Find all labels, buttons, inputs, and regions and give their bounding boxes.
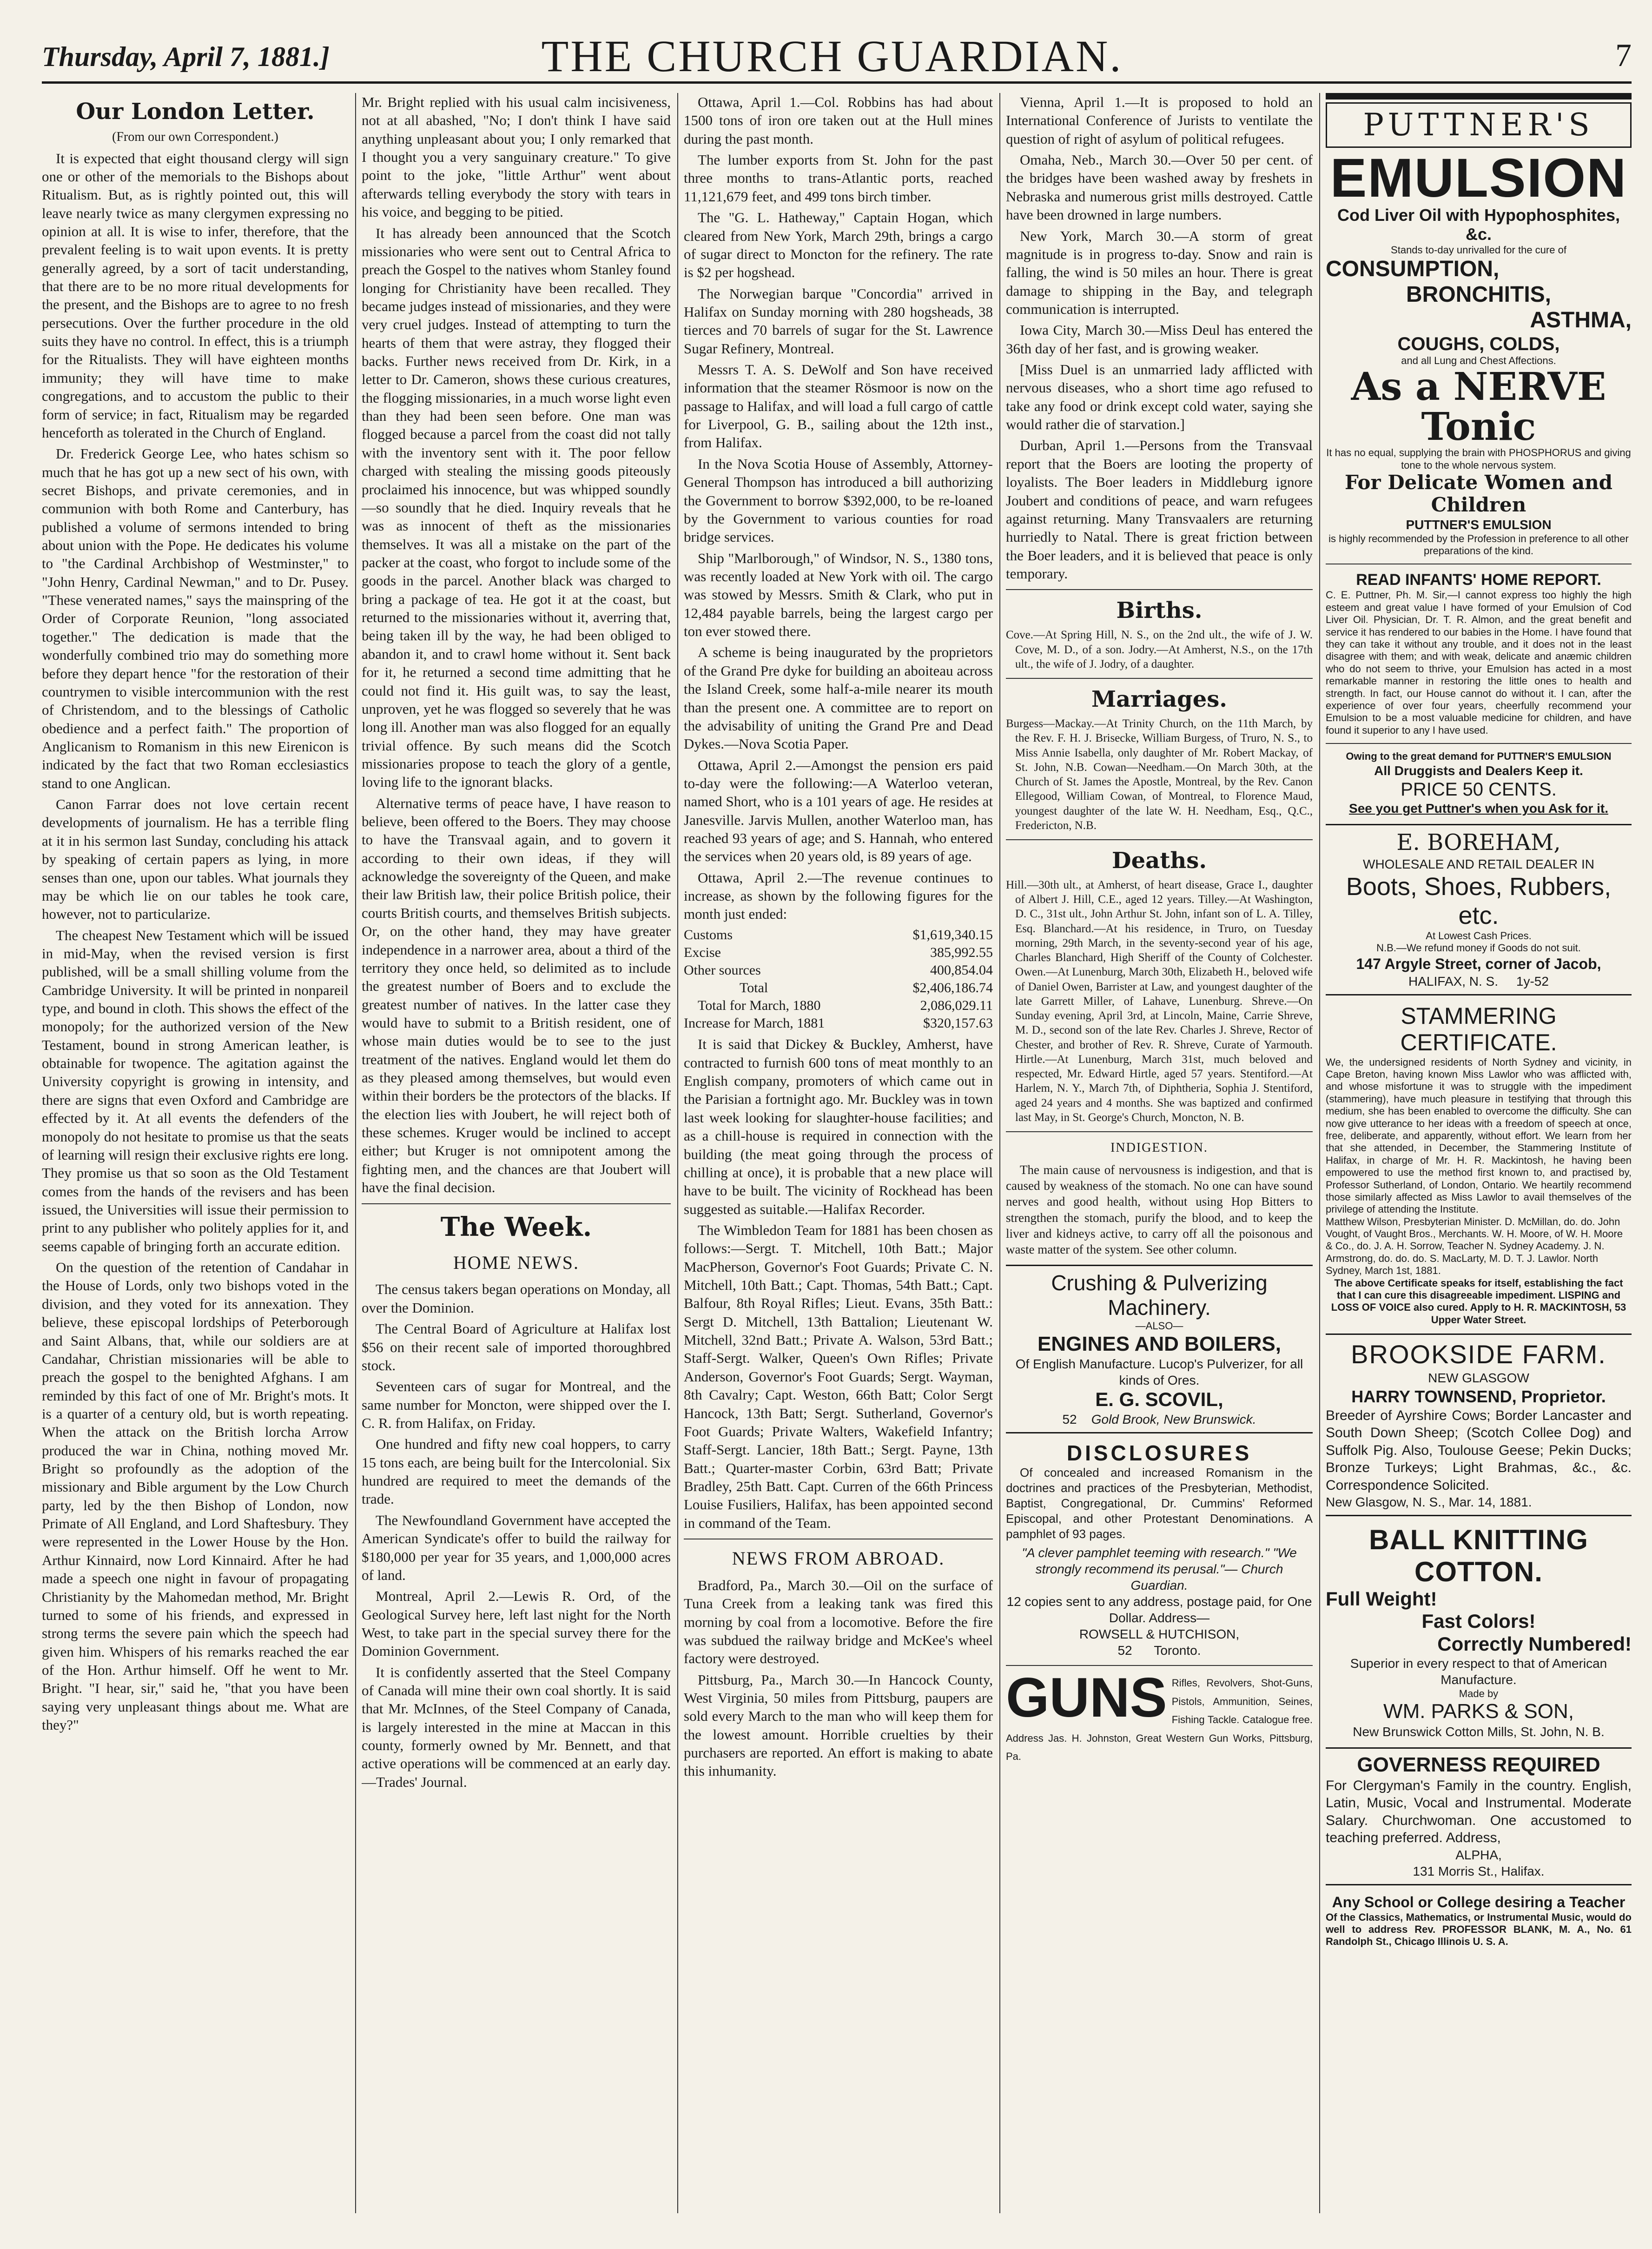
home-news-heading: HOME NEWS. <box>453 1252 580 1273</box>
section-rule <box>1006 1131 1313 1132</box>
issue-date: Thursday, April 7, 1881.] <box>42 41 330 72</box>
brookside-breeder: Breeder of Ayrshire Cows; Border Lancaster and South Down Sheep; (Scotch Collee Dog) and Suffolk Pig. Also, Toulouse Geese; Pekin Ducks; Bronze Turkeys; Light Brahmas, &c., &c. Correspondence Solicited. <box>1326 1407 1632 1493</box>
governess-title: GOVERNESS REQUIRED <box>1357 1753 1600 1776</box>
fast-colors: Fast Colors! <box>1421 1610 1536 1632</box>
table-row <box>684 962 993 979</box>
article-paragraph: It has already been announced that the Scotch missionaries who were sent out to Central Africa to preach the Gospel to the natives whom Stanley found longing for Christianity have been recalled. They became judges instead of missionaries, and they were very cruel judges. Instead of attempting to turn the hearts of them that were astray, they flogged their backs. Further news received from Dr. Kirk, in a letter to Dr. Cameron, shows these curious creatures, the flogging missionaries, in a much worse light even than they had been seen before. One man was flogged because a parcel from the coast did not tally with the inventory sent with it. The poor fellow charged with stealing the missing goods piteously proclaimed his innocence, but was whipped soundly—so soundly that he died. Inquiry reveals that he was as innocent of theft as the missionaries themselves. It was all a mistake on the part of the packer at the coast, who forgot to include some of the goods in the parcel. Another black was charged to bring a package of tea. He got it at the coast, but returned to the missionaries without it, averring that, being taken ill by the way, he had been obliged to abandon it, and to crawl home without it. Sent back for it, he returned a second time admitting that he could not find it. His guilt was, to say the least, unproven, yet he was flogged so severely that he was long ill. Another man was also flogged for an equally trivial offence. By such means did the Scotch missionaries propose to teach the glory of a gentle, loving life to the ignorant blacks. <box>362 225 671 790</box>
news-item: Ship "Marlborough," of Windsor, N. S., 1380 tons, was recently loaded at New York with oil. The cargo was stowed by Messrs. Smith & Clark, who put in 12,484 payable barrels, being the largest cargo per ton ever stowed there. <box>684 550 993 640</box>
revenue-1880-label: Total for March, 1880 <box>698 998 821 1014</box>
table-row <box>684 979 993 997</box>
newspaper-title: THE CHURCH GUARDIAN. <box>541 31 1123 81</box>
indigestion-heading: INDIGESTION. <box>1110 1141 1208 1155</box>
brookside-townsend: HARRY TOWNSEND, Proprietor. <box>1351 1387 1606 1406</box>
ad-number: 52 <box>1117 1643 1132 1658</box>
revenue-increase-value: $320,157.63 <box>923 1015 993 1031</box>
news-item: The Central Board of Agriculture at Halifax lost $56 on their recent sale of imported thoroughbred stock. <box>362 1320 671 1373</box>
ad-number: 1y-52 <box>1516 974 1549 988</box>
lung-line: and all Lung and Chest Affections. <box>1401 354 1556 366</box>
masthead-rule <box>42 81 1632 84</box>
table-row <box>684 944 993 962</box>
brookside-title: BROOKSIDE FARM. <box>1351 1340 1606 1369</box>
news-item: A scheme is being inaugurated by the proprietors of the Grand Pre dyke for building an aboiteau across the Island Creek, some half-a-mile nearer its mouth than the present one. A committee are to report on the advisability of uniting the Grand Pre and Dead Dykes.—Nova Scotia Paper. <box>684 644 993 752</box>
deaths-heading: Deaths. <box>1111 848 1207 874</box>
disclosures-quote: "A clever pamphlet teeming with research." "We strongly recommend its perusal."— Church Guardian. <box>1022 1546 1297 1593</box>
ball-knitting-title: BALL KNITTING COTTON. <box>1369 1524 1588 1588</box>
revenue-increase-label: Increase for March, 1881 <box>684 1015 825 1031</box>
column-divider <box>677 93 678 2213</box>
table-row <box>684 1015 993 1032</box>
made-by: Made by <box>1459 1687 1499 1699</box>
ad-number: 52 <box>1062 1412 1077 1426</box>
news-item: Messrs T. A. S. DeWolf and Son have received information that the steamer Rösmoor is now on the passage to Halifax, and will load a full cargo of cattle for Liverpool, G. B., sailing about the 12th inst., from Halifax. <box>684 361 993 451</box>
disclosures-location <box>1006 1642 1313 1659</box>
guns-word: GUNS <box>1006 1672 1167 1729</box>
column-2 <box>362 93 671 2232</box>
boreham-boots: Boots, Shoes, Rubbers, etc. <box>1346 872 1612 929</box>
births-notices: Cove.—At Spring Hill, N. S., on the 2nd ult., the wife of J. W. Cove, M. D., of a son. Jodry.—At Amherst, N.S., on the 17th ult., the wife of J. Jodry, of a daughter. <box>1006 629 1313 670</box>
disclosures-city: Toronto. <box>1154 1643 1201 1658</box>
scovil-city: Gold Brook, New Brunswick. <box>1091 1412 1256 1426</box>
owing-line: Owing to the great demand for PUTTNER'S EMULSION <box>1346 750 1612 763</box>
news-item: It is said that Dickey & Buckley, Amherst, have contracted to furnish 600 tons of meat monthly to an English company, promoters of which came out in the Parisian a fortnight ago. Mr. Buckley was in town last week looking for slaughter-house facilities; and as a chill-house is required in connection with the building (the meat going through the process of chilling at once), it is probable that a new place will have to be built. The vicinity of Rockhead has been suggested as suitable.—Halifax Recorder. <box>684 1036 993 1217</box>
puttner-title: PUTTNER'S <box>1326 102 1632 148</box>
revenue-total-label: Total <box>740 980 768 996</box>
news-item: Ottawa, April 2.—The revenue continues to increase, as shown by the following figures for the month just ended: <box>684 869 993 922</box>
stammering-body: We, the undersigned residents of North Sydney and vicinity, in Cape Breton, having known Miss Lawlor who was afflicted with, and whose misfortune it was to struggle with the impediment (stammering), have much pleasure in testifying that through this medium, she has been enabled to overcome the difficulty. She can now give utterance to her ideas with a freedom of speech at once, free, deliberate, and apparently, without effort. We learn from her that she attended, in December, the Stammering Institute of Halifax, in charge of Mr. H. R. Mackintosh, he having been empowered to use the method first known to, and practised by, Professor Sutherland, of London, Ontario. We heartily recommend those similarly affected as Miss Lawlor to avail themselves of the privilege of attending the Institute. <box>1326 1056 1632 1215</box>
news-item: The lumber exports from St. John for the past three months to trans-Atlantic ports, reached 11,121,679 feet, and 499 tons birch timber. <box>684 152 993 205</box>
superior-line: Superior in every respect to that of American Manufacture. <box>1350 1656 1607 1687</box>
correspondent-note: (From our own Correspondent.) <box>112 129 278 144</box>
revenue-value: 400,854.04 <box>930 962 993 978</box>
full-weight: Full Weight! <box>1326 1588 1437 1610</box>
puttner-emulsion-ad <box>1326 93 1632 816</box>
table-row <box>684 997 993 1015</box>
news-item: It is confidently asserted that the Steel Company of Canada will mine their own coal shortly. It is said that Mr. McInnes, of the Steel Company of Canada, is largely interested in the mine at Maccan in this county, formerly owned by Mr. Bennett, and that active operations will be commenced at an early day.—Trades' Journal. <box>362 1664 671 1790</box>
boreham-halifax-line <box>1326 973 1632 989</box>
nerve-sub: It has no equal, supplying the brain with PHOSPHORUS and giving tone to the whole nervous system. <box>1326 447 1631 471</box>
consumption-line: CONSUMPTION, <box>1326 256 1500 281</box>
ball-knitting-ad <box>1326 1524 1632 1740</box>
column-5 <box>1326 93 1632 2232</box>
puttner-emulsion-line: PUTTNER'S EMULSION <box>1406 517 1552 532</box>
guns-ad <box>1006 1672 1313 1764</box>
disclosures-price: 12 copies sent to any address, postage paid, for One Dollar. Address— <box>1006 1594 1312 1625</box>
ad-rule <box>1326 93 1632 100</box>
news-abroad-heading: NEWS FROM ABROAD. <box>732 1548 945 1569</box>
revenue-table <box>684 926 993 1033</box>
london-letter-heading: Our London Letter. <box>76 99 315 125</box>
section-rule <box>1006 678 1313 679</box>
news-item: Ottawa, April 2.—Amongst the pension ers paid to-day were the following:—A Waterloo veteran, named Short, who is a 101 years of age. He resides at Janesville. Jarvis Mullen, another Waterloo man, has reached 93 years of age; and S. Hannah, who entered the services when 20 years old, is 89 years of age. <box>684 756 993 865</box>
revenue-value: 385,992.55 <box>930 944 993 960</box>
births-heading: Births. <box>1116 597 1203 624</box>
teacher-ad <box>1326 1893 1632 1948</box>
news-item: Bradford, Pa., March 30.—Oil on the surface of Tuna Creek from a leaking tank was fired this morning by coal from a locomotive. Before the fire was subdued the railway bridge and McKee's wheel factory were destroyed. <box>684 1577 993 1667</box>
news-item: Iowa City, March 30.—Miss Deul has entered the 36th day of her fast, and is growing weaker. <box>1006 322 1313 357</box>
article-paragraph: Mr. Bright replied with his usual calm incisiveness, not at all abashed, "No; I don't think I have said anything unpleasant about you; I only remarked that I thought you a very sanguinary creature." To give point to the joke, "little Arthur" went about afterwards telling everybody the story with tears in his voice, and begging to be pitied. <box>362 94 671 220</box>
section-rule <box>1006 1665 1313 1666</box>
governess-address: 131 Morris St., Halifax. <box>1413 1864 1545 1878</box>
news-item: Omaha, Neb., March 30.—Over 50 per cent. of the bridges have been washed away by freshets in Nebraska and numerous grist mills destroyed. Cattle have been drowned in large numbers. <box>1006 152 1313 223</box>
article-paragraph: Alternative terms of peace have, I have reason to believe, been offered to the Boers. They may choose to have the Transvaal again, and to govern it according to their own ideas, if they will acknowledge the sovereignty of the Queen, and make their law British law, their police British police, their courts British courts, and themselves British subjects. Or, on the other hand, they may have greater independence in a narrower area, about a third of the territory they once held, so delimited as to include the greatest number of Boers and to exclude the greatest number of natives. In the latter case they would have to submit to a British resident, one of whose main duties would be to see to the just treatment of the natives. England would let them do as they pleased among themselves, but would even within their borders be the protectors of the blacks. If the election lies with Joubert, he will reject both of these schemes. Kruger would be inclined to accept either; but Kruger is not omnipotent among the fighting men, and the chances are that Joubert will have the final decision. <box>362 795 671 1196</box>
column-3 <box>684 93 993 2232</box>
governess-alpha: ALPHA, <box>1455 1847 1502 1862</box>
boreham-nb: N.B.—We refund money if Goods do not suit. <box>1376 942 1581 954</box>
revenue-1880-value: 2,086,029.11 <box>920 998 993 1014</box>
boreham-ad <box>1326 824 1632 995</box>
column-divider <box>355 93 356 2213</box>
boreham-lowest: At Lowest Cash Prices. <box>1426 929 1532 942</box>
news-item: [Miss Duel is an unmarried lady afflicted with nervous diseases, who a short time ago refused to take any food or drink except cold water, saying she would rather die of starvation.] <box>1006 361 1313 433</box>
stammering-title: STAMMERING CERTIFICATE. <box>1400 1002 1557 1056</box>
news-item: The Norwegian barque "Concordia" arrived in Halifax on Sunday morning with 280 hogsheads, 38 tierces and 70 barrels of sugar for the St. Lawrence Sugar Refinery, Montreal. <box>684 285 993 357</box>
news-item: Durban, April 1.—Persons from the Transvaal report that the Boers are looting the property of loyalists. The Boer leaders in Middleburg ignore Joubert and conditions of peace, and warn refugees against returning. Many Transvaalers are returning hurriedly to Natal. There is great friction between the Boer leaders, and it is believed that peace is only temporary. <box>1006 437 1313 582</box>
news-item: Pittsburg, Pa., March 30.—In Hancock County, West Virginia, 50 miles from Pittsburg, paupers are sold every March to the man who will keep them for the lowest amount. Horrible cruelties by their purchasers are reported. An effort is making to abate this inhumanity. <box>684 1671 993 1779</box>
section-rule <box>1006 839 1313 840</box>
coughs-line: COUGHS, COLDS, <box>1397 333 1560 354</box>
governess-ad <box>1326 1747 1632 1885</box>
boreham-argyle: 147 Argyle Street, corner of Jacob, <box>1356 955 1601 972</box>
correctly-numbered: Correctly Numbered! <box>1437 1632 1632 1655</box>
scovil-name: E. G. SCOVIL, <box>1095 1388 1223 1411</box>
teacher-title: Any School or College desiring a Teacher <box>1332 1893 1626 1911</box>
page-number: 7 <box>1615 38 1632 73</box>
revenue-label: Excise <box>684 944 721 960</box>
masthead <box>42 28 1632 84</box>
section-rule <box>362 1203 671 1204</box>
cod-liver-line: Cod Liver Oil with Hypophosphites, &c. <box>1337 205 1620 244</box>
disclosures-body: Of concealed and increased Romanism in the doctrines and practices of the Presbyterian, Methodist, Baptist, Congregational, Dr. Cummins' Reformed Episcopal, and other Protestant Denominations. A pamphlet of 93 pages. <box>1006 1466 1313 1541</box>
crushing-title: Crushing & Pulverizing Machinery. <box>1051 1271 1268 1320</box>
article-paragraph: Canon Farrar does not love certain recent developments of journalism. He has a terrible fling at it in his sermon last Sunday, concluding his attack by speaking of certain papers as lying, in more senses than one, upon our tables. What journals they may be which lie on our tables he took care, however, not to particularize. <box>42 796 349 922</box>
news-item: In the Nova Scotia House of Assembly, Attorney-General Thompson has introduced a bill authorizing the Government to borrow $392,000, to be re-loaned by the Government to various counties for road bridge services. <box>684 455 993 545</box>
indigestion-notice: The main cause of nervousness is indigestion, and that is caused by weakness of the stomach. No one can have sound nerves and good health, without using Hop Bitters to strengthen the stomach, purify the blood, and to keep the liver and kidneys active, to carry off all the poisonous and waste matter of the system. See other column. <box>1006 1162 1313 1257</box>
ad-rule <box>1326 743 1632 744</box>
revenue-value: $1,619,340.15 <box>912 927 993 942</box>
marriages-heading: Marriages. <box>1091 686 1227 713</box>
article-paragraph: On the question of the retention of Candahar in the House of Lords, only two bishops voted in the division, and they voted for its annexation. They believe, these episcopal lordships of Peterborough and Saint Albans, that, while our soldiers are at Candahar, Christian missionaries will be able to preach the gospel to the benighted Afghans. I am reminded by this fact of one of Mr. Bright's mots. It is a quarter of a century old, but is worth repeating. When the attack on the British lorcha Arrow produced the war in China, nothing moved Mr. Bright so profoundly as the adoption of the missionary and Bible argument by the Low Church party, led by the then Bishop of London, now Primate of All England, and Lord Shaftesbury. They were represented in the Lower House by the Hon. Arthur Kinnaird, now Lord Kinnaird. After he had made a speech one night in favour of propagating Christianity by the Mahomedan method, Mr. Bright turned to some of his friends, and expressed in strong terms the severe pain which the speech had given him. Whispers of his remarks reached the ear of the Hon. Arthur himself. Off he went to Mr. Bright. "I hear, sir," said he, "that you have been saying very unpleasant things about me. What are they?" <box>42 1259 349 1733</box>
parks-name: WM. PARKS & SON, <box>1383 1700 1574 1723</box>
revenue-total-value: $2,406,186.74 <box>912 980 993 996</box>
brookside-glasgow: NEW GLASGOW <box>1428 1370 1529 1385</box>
article-paragraph: The cheapest New Testament which will be issued in mid-May, when the revised version is first published, will be a small shilling volume from the Cambridge University. It will be printed in nonpareil type, and bound in cloth. This shows the effect of the monopoly; for the authorized version of the New Testament, bound in strong American leather, is obtainable for twopence. The agitation against the University copyright is growing in intensity, and there are signs that even Oxford and Cambridge are effected by it. At all events the defenders of the monopoly do not hesitate to promise us that the seats of learning will resign their exclusive rights ere long. They promise us that so soon as the Old Testament comes from the hands of the revisers and has been issued, the Universities will issue their permission to print to any publisher who politely applies for it, and seems capable of bringing forth an accurate edition. <box>42 927 349 1254</box>
infants-home-heading: READ INFANTS' HOME REPORT. <box>1356 571 1601 589</box>
stands-line: Stands to-day unrivalled for the cure of <box>1391 244 1566 256</box>
column-divider <box>1319 93 1320 2213</box>
infants-home-report: C. E. Puttner, Ph. M. Sir,—I cannot express too highly the high esteem and great value I have formed of your Emulsion of Cod Liver Oil. Physician, Dr. T. R. Almon, and the great benefit and service it has rendered to our babies in the Home. I have found that they can take it without any trouble, and it does not in the least disagree with them; and with weak, delicate and anæmic children who do not seem to thrive, your Emulsion has acted in a most remarkable manner in restoring the little ones to health and strength. In fact, our House cannot do without it. I can, after the experience of over four years, cheerfully recommend your Emulsion to be a most valuable medicine for children, and have found it superior to any I have used. <box>1326 589 1632 736</box>
crushing-also: —ALSO— <box>1135 1320 1183 1332</box>
column-1 <box>42 93 349 2232</box>
crushing-desc: Of English Manufacture. Lucop's Pulverizer, for all kinds of Ores. <box>1015 1357 1303 1388</box>
nb-cotton: New Brunswick Cotton Mills, St. John, N. B. <box>1353 1724 1605 1739</box>
news-item: The "G. L. Hatheway," Captain Hogan, which cleared from New York, March 29th, brings a cargo of sugar direct to Moncton for the refinery. The rate is $2 per hogshead. <box>684 209 993 281</box>
stammering-ad <box>1326 1003 1632 1327</box>
asthma-line: ASTHMA, <box>1530 308 1632 333</box>
boreham-name: E. BOREHAM, <box>1396 829 1561 856</box>
brookside-date: New Glasgow, N. S., Mar. 14, 1881. <box>1326 1495 1532 1510</box>
marriages-notices: Burgess—Mackay.—At Trinity Church, on the 11th March, by the Rev. F. H. J. Brisecke, William Burgess, of Truro, N. S., to Miss Annie Isabella, only daughter of Mr. Robert Mackay, of St. John, N.B. Cowan—Needham.—On March 30th, at the Church of St. James the Apostle, Montreal, by the Rev. Canon Ellegood, William Cowan, of Montreal, to Florence Maud, youngest daughter of the late W. H. Needham, Esq., Q.C., Fredericton, N.B. <box>1006 717 1313 832</box>
column-4 <box>1006 93 1313 2232</box>
section-rule <box>1006 589 1313 590</box>
nerve-tonic-title: As a NERVE Tonic <box>1351 364 1606 450</box>
article-paragraph: Dr. Frederick George Lee, who hates schism so much that he has got up a new sect of his own, with secret Bishops, and private ceremonies, and in communion with both Rome and Canterbury, has published a volume of sermons intended to bring about union with the Pope. He dedicates his volume to "the Cardinal Archbishop of Westminster," to "John Henry, Cardinal Newman," and to Dr. Pusey. "These venerated names," says the mainspring of the Order of Corporate Reunion, "long associated together." The dedication is made that the wonderfully combined trio may do something more before they depart hence "for the restoration of their countrymen to visible intercommunion with the rest of Christendom, and to the blessings of Catholic obedience and a perfect faith." The proportion of Anglicanism to Romanism in this new Eirenicon is indicated by the fact that two Roman ecclesiastics stand to one Anglican. <box>42 445 349 791</box>
news-item: Ottawa, April 1.—Col. Robbins has had about 1500 tons of iron ore taken out at the Hull mines during the past month. <box>684 94 993 147</box>
news-item: The Newfoundland Government have accepted the American Syndicate's offer to build the railway for $180,000 per year for 35 years, and 1,000,000 acres of land. <box>362 1512 671 1583</box>
news-item: New York, March 30.—A storm of great magnitude is in progress to-day. Snow and rain is falling, the wind is 50 miles an hour. There is great damage to shipping in the Bay, and telegraph communication is interrupted. <box>1006 227 1313 317</box>
delicate-women-line: For Delicate Women and Children <box>1344 471 1613 517</box>
price-line: PRICE 50 CENTS. <box>1401 779 1557 800</box>
bronchitis-line: BRONCHITIS, <box>1406 282 1551 307</box>
stammering-foot: The above Certificate speaks for itself, establishing the fact that I can cure this disagreeable impediment. LISPING and LOSS OF VOICE also cured. Apply to H. R. MACKINTOSH, 53 Upper Water Street. <box>1331 1277 1626 1326</box>
engines-boilers: ENGINES AND BOILERS, <box>1037 1332 1281 1355</box>
disclosures-publisher: ROWSELL & HUTCHISON, <box>1079 1627 1240 1642</box>
see-line: See you get Puttner's when you Ask for it. <box>1349 801 1608 816</box>
the-week-heading: The Week. <box>440 1211 592 1242</box>
table-row <box>684 926 993 944</box>
news-item: Vienna, April 1.—It is proposed to hold an International Conference of Jurists to ventilate the question of right of asylum of political refugees. <box>1006 94 1313 147</box>
news-item: One hundred and fifty new coal hoppers, to carry 15 tons each, are being built for the Intercolonial. Six hundred are required to meet the demands of the trade. <box>362 1436 671 1507</box>
recommended-line: is highly recommended by the Profession in preference to all other preparations of the kind. <box>1328 532 1629 557</box>
revenue-label: Other sources <box>684 962 761 978</box>
stammering-names: Matthew Wilson, Presbyterian Minister. D. McMillan, do. do. John Vought, of Vaught Bros., Merchants. W. H. Moore, of W. H. Moore & Co., do. J. A. H. Sorrow, Teacher N. Sydney Academy. J. N. Armstrong, do. do. do. S. MacLarty, M. D. T. J. Lawlor. North Sydney, March 1st, 1881. <box>1326 1215 1623 1277</box>
deaths-notices: Hill.—30th ult., at Amherst, of heart disease, Grace I., daughter of Albert J. Hill, C.E., aged 12 years. Tilley.—At Washington, D. C., 31st ult., John Arthur St. John, infant son of L. A. Tilley, Esq. Blanchard.—At his residence, in Truro, on Tuesday morning, 29th March, in the seventy-second year of his age, Charles Blanchard, High Sheriff of the County of Colchester. Owen.—At Lunenburg, March 30th, Elizabeth H., beloved wife of Daniel Owen, Barrister at Law, and youngest daughter of the late Garrett Miller, of Lahave, Lunenburg. Shreve.—On Sunday evening, April 3rd, at Lincoln, Maine, Carrie Shreve, M. D., second son of the late Rev. Charles J. Shreve, Rector of Chester, and brother of Rev. R. Shreve, Curate of Yarmouth. Hirtle.—At Lunenburg, March 31st, much beloved and respected, Mr. Edward Hirtle, aged 57 years. Stentiford.—At Harlem, N. Y., March 7th, of Diphtheria, Sophia J. Stentiford, aged 24 years and 4 months. She was baptized and confirmed last May, in St. George's Church, Moncton, N. B. <box>1006 878 1313 1124</box>
disclosures-title: DISCLOSURES <box>1066 1440 1252 1465</box>
news-item: Seventeen cars of sugar for Montreal, and the same number for Moncton, were shipped over the I. C. R. from Halifax, on Friday. <box>362 1378 671 1431</box>
crushing-machinery-ad <box>1006 1265 1313 1433</box>
guns-text: Rifles, Revolvers, Shot-Guns, Pistols, Ammunition, Seines, Fishing Tackle. Catalogue free. Address Jas. H. Johnston, Great Western Gun Works, Pittsburg, Pa. <box>1006 1677 1313 1762</box>
teacher-body: Of the Classics, Mathematics, or Instrumental Music, would do well to address Rev. PROFESSOR BLANK, M. A., No. 61 Randolph St., Chicago Illinois U. S. A. <box>1326 1911 1632 1948</box>
druggists-line: All Druggists and Dealers Keep it. <box>1374 763 1583 778</box>
news-item: Montreal, April 2.—Lewis R. Ord, of the Geological Survey here, left last night for the North West, to take part in the special survey there for the Dominion Government. <box>362 1588 671 1659</box>
revenue-label: Customs <box>684 927 733 942</box>
brookside-farm-ad <box>1326 1333 1632 1516</box>
news-item: The Wimbledon Team for 1881 has been chosen as follows:—Sergt. T. Mitchell, 10th Batt.; Major MacPherson, Governor's Foot Guards; Private C. N. Mitchell, 10th Batt.; Capt. Thomas, 54th Batt.; Capt. Balfour, 8th Royal Rifles; Lieut. Evans, 35th Batt.: Sergt D. Mitchell, 13th Battalion; Lieutenant W. Mitchell, 32nd Batt.; Private A. Walson, 53rd Batt.; Staff-Sergt. Walker, Queen's Own Rifles; Private Anderson, Governor's Foot Guards; Sergt. Wayman, 8th Cavalry; Capt. Weston, 66th Batt; Color Sergt Hancock, 13th Batt; Sergt. Sutherland, Governor's Foot Guards; Private Walters, Wakefield Infantry; Staff-Sergt. Lancier, 18th Batt.; Sergt. Payne, 13th Batt.; Quarter-master Corbin, 63rd Batt; Private Bradley, 25th Batt. Capt. Curren of the 66th Princess Louise Fusiliers, Halifax, has been appointed second in command of the Team. <box>684 1221 993 1531</box>
article-paragraph: It is expected that eight thousand clergy will sign one or other of the memorials to the Bishops about Ritualism. But, as is rightly pointed out, this will leave nearly twice as many clergymen expressing no opinion at all. It is wise to infer, therefore, that the prevalent feeling is to wait upon events. It is pretty generally agreed, by a sort of tacit understanding, that there are to be no more ritual developments for the present, and the Bishops are to agree to no fresh persecutions. Over the further procedure in the old suits they have no control. In effect, this is a triumph for the Ritualists. They will have eighteen months immunity; they will have time to make congregations, and to accustom the public to their form of service; in fact, Ritualism may be regarded henceforth as tolerated in the Church of England. <box>42 150 349 441</box>
news-item: The census takers began operations on Monday, all over the Dominion. <box>362 1281 671 1316</box>
emulsion-title: EMULSION <box>1330 147 1627 209</box>
column-divider <box>999 93 1000 2213</box>
scovil-address <box>1006 1411 1313 1427</box>
governess-body: For Clergyman's Family in the country. English, Latin, Music, Vocal and Instrumental. Moderate Salary. Churchwoman. One accustomed to teaching preferred. Address, <box>1326 1778 1632 1846</box>
boreham-halifax: HALIFAX, N. S. <box>1408 974 1498 988</box>
disclosures-ad <box>1006 1441 1313 1659</box>
boreham-wholesale: WHOLESALE AND RETAIL DEALER IN <box>1363 856 1594 871</box>
